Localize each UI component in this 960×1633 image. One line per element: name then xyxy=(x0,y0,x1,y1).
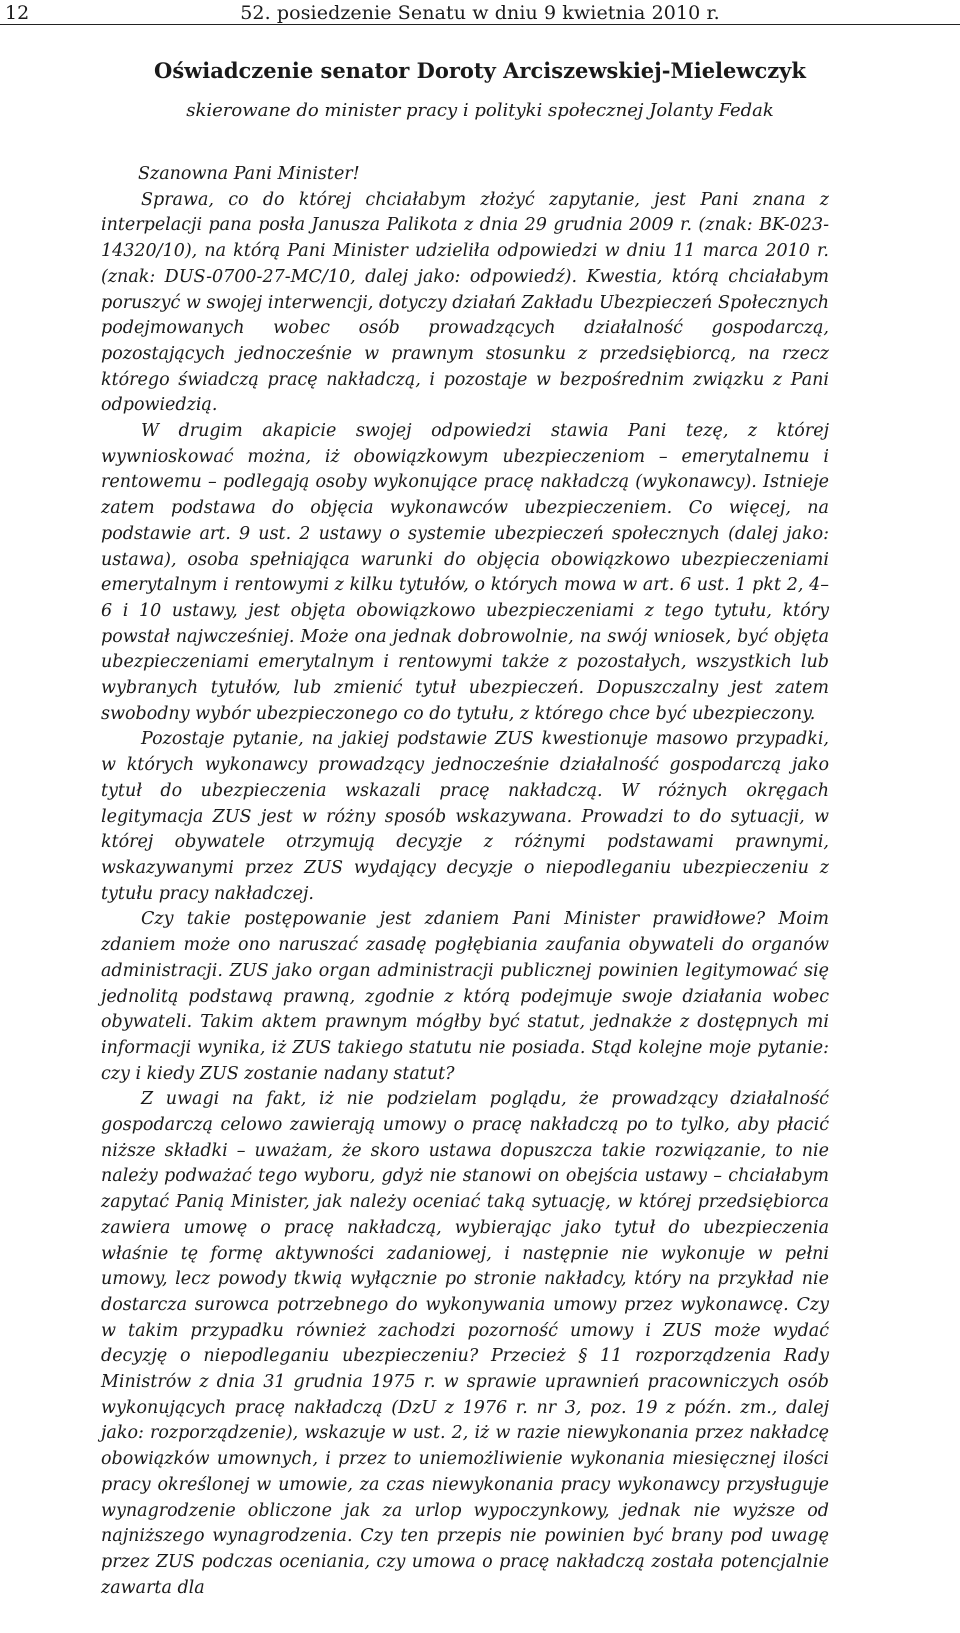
paragraph-2: W drugim akapicie swojej odpowiedzi stawia Pani tezę, z której wywnioskować można, iż obowiązkowym ubezpieczeniom – emerytalnemu i rentowemu – podlegają osoby wykonujące pracę nakładczą (wykonawcy). Istnieje zatem podstawa do objęcia wykonawców ubezpieczeniem. Co więcej, na podstawie art. 9 ust. 2 ustawy o systemie ubezpieczeń społecznych (dalej jako: ustawa), osoba spełniająca warunki do objęcia obowiązkowo ubezpieczeniami emerytalnym i rentowymi z kilku tytułów, o których mowa w art. 6 ust. 1 pkt 2, 4–6 i 10 ustawy, jest objęta obowiązkowo ubezpieczeniami z tego tytułu, który powstał najwcześniej. Może ona jednak dobrowolnie, na swój wniosek, być objęta ubezpieczeniami emerytalnym i rentowymi także z pozostałych, wszystkich lub wybranych tytułów, lub zmienić tytuł ubezpieczeń. Dopuszczalny jest zatem swobodny wybór ubezpieczonego co do tytułu, z którego chce być ubezpieczony. xyxy=(101,421,829,724)
paragraph-5: Z uwagi na fakt, iż nie podzielam poglądu, że prowadzący działalność gospodarczą celowo zawierają umowy o pracę nakładczą po to tylko, aby płacić niższe składki – uważam, że skoro ustawa dopuszcza takie rozwiązanie, to nie należy podważać tego wyboru, gdyż nie stanowi on obejścia ustawy – chciałabym zapytać Panią Minister, jak należy oceniać taką sytuację, w której przedsiębiorca zawiera umowę o pracę nakładczą, wybierając jako tytuł do ubezpieczenia właśnie tę formę aktywności zadaniowej, i następnie nie wykonuje w pełni umowy, lecz powody tkwią wyłącznie po stronie nakładcy, który na przykład nie dostarcza surowca potrzebnego do wykonywania umowy przez wykonawcę. Czy w takim przypadku również zachodzi pozorność umowy i ZUS może wydać decyzję o niepodleganiu ubezpieczeniu? Przecież § 11 rozporządzenia Rady Ministrów z dnia 31 grudnia 1975 r. w sprawie uprawnień pracowniczych osób wykonujących pracę nakładczą (DzU z 1976 r. nr 3, poz. 19 z późn. zm., dalej jako: rozporządzenie), wskazuje w ust. 2, iż w razie niewykonania przez nakładcę obowiązków umownych, i przez to uniemożliwienie wykonania miesięcznej ilości pracy określonej w umowie, za czas niewykonania pracy wykonawcy przysługuje wynagrodzenie obliczone jak za urlop wypoczynkowy, jednak nie wyższe od najniższego wynagrodzenia. Czy ten przepis nie powinien być brany pod uwagę przez ZUS podczas oceniania, czy umowa o pracę nakładczą została potencjalnie zawarta dla xyxy=(101,1089,829,1598)
page-number: 12 xyxy=(5,2,30,24)
addressee-line: skierowane do minister pracy i polityki społecznej Jolanty Fedak xyxy=(186,100,774,121)
paragraph-4: Czy takie postępowanie jest zdaniem Pani Minister prawidłowe? Moim zdaniem może ono naruszać zasadę pogłębiania zaufania obywateli do organów administracji. ZUS jako organ administracji publicznej powinien legitymować się jednolitą podstawą prawną, zgodnie z którą podejmuje swoje działania wobec obywateli. Takim aktem prawnym mógłby być statut, jednakże z dostępnych mi informacji wynika, iż ZUS takiego statutu nie posiada. Stąd kolejne moje pytanie: czy i kiedy ZUS zostanie nadany statut? xyxy=(101,909,829,1084)
running-title: 52. posiedzenie Senatu w dniu 9 kwietnia 2010 r. xyxy=(240,2,720,24)
salutation: Szanowna Pani Minister! xyxy=(138,164,360,184)
running-header xyxy=(0,0,960,25)
statement-body xyxy=(101,162,829,1601)
paragraph-1: Sprawa, co do której chciałabym złożyć zapytanie, jest Pani znana z interpelacji pana posła Janusza Palikota z dnia 29 grudnia 2009 r. (znak: BK-023-14320/10), na którą Pani Minister udzieliła odpowiedzi w dniu 11 marca 2010 r. (znak: DUS-0700-27-MC/10, dalej jako: odpowiedź). Kwestia, którą chciałabym poruszyć w swojej interwencji, dotyczy działań Zakładu Ubezpieczeń Społecznych podejmowanych wobec osób prowadzących działalność gospodarczą, pozostających jednocześnie w prawnym stosunku z przedsiębiorcą, na rzecz którego świadczą pracę nakładczą, i pozostaje w bezpośrednim związku z Pani odpowiedzią. xyxy=(101,189,829,416)
paragraph-3: Pozostaje pytanie, na jakiej podstawie ZUS kwestionuje masowo przypadki, w których wykonawcy prowadzący jednocześnie działalność gospodarczą jako tytuł do ubezpieczenia wskazali pracę nakładczą. W różnych okręgach legitymacja ZUS jest w różny sposób wskazywana. Prowadzi to do sytuacji, w której obywatele otrzymują decyzje z różnymi podstawami prawnymi, wskazywanymi przez ZUS wydający decyzje o niepodleganiu ubezpieczeniu z tytułu pracy nakładczej. xyxy=(101,729,829,904)
statement-title: Oświadczenie senator Doroty Arciszewskiej-Mielewczyk xyxy=(154,58,806,83)
